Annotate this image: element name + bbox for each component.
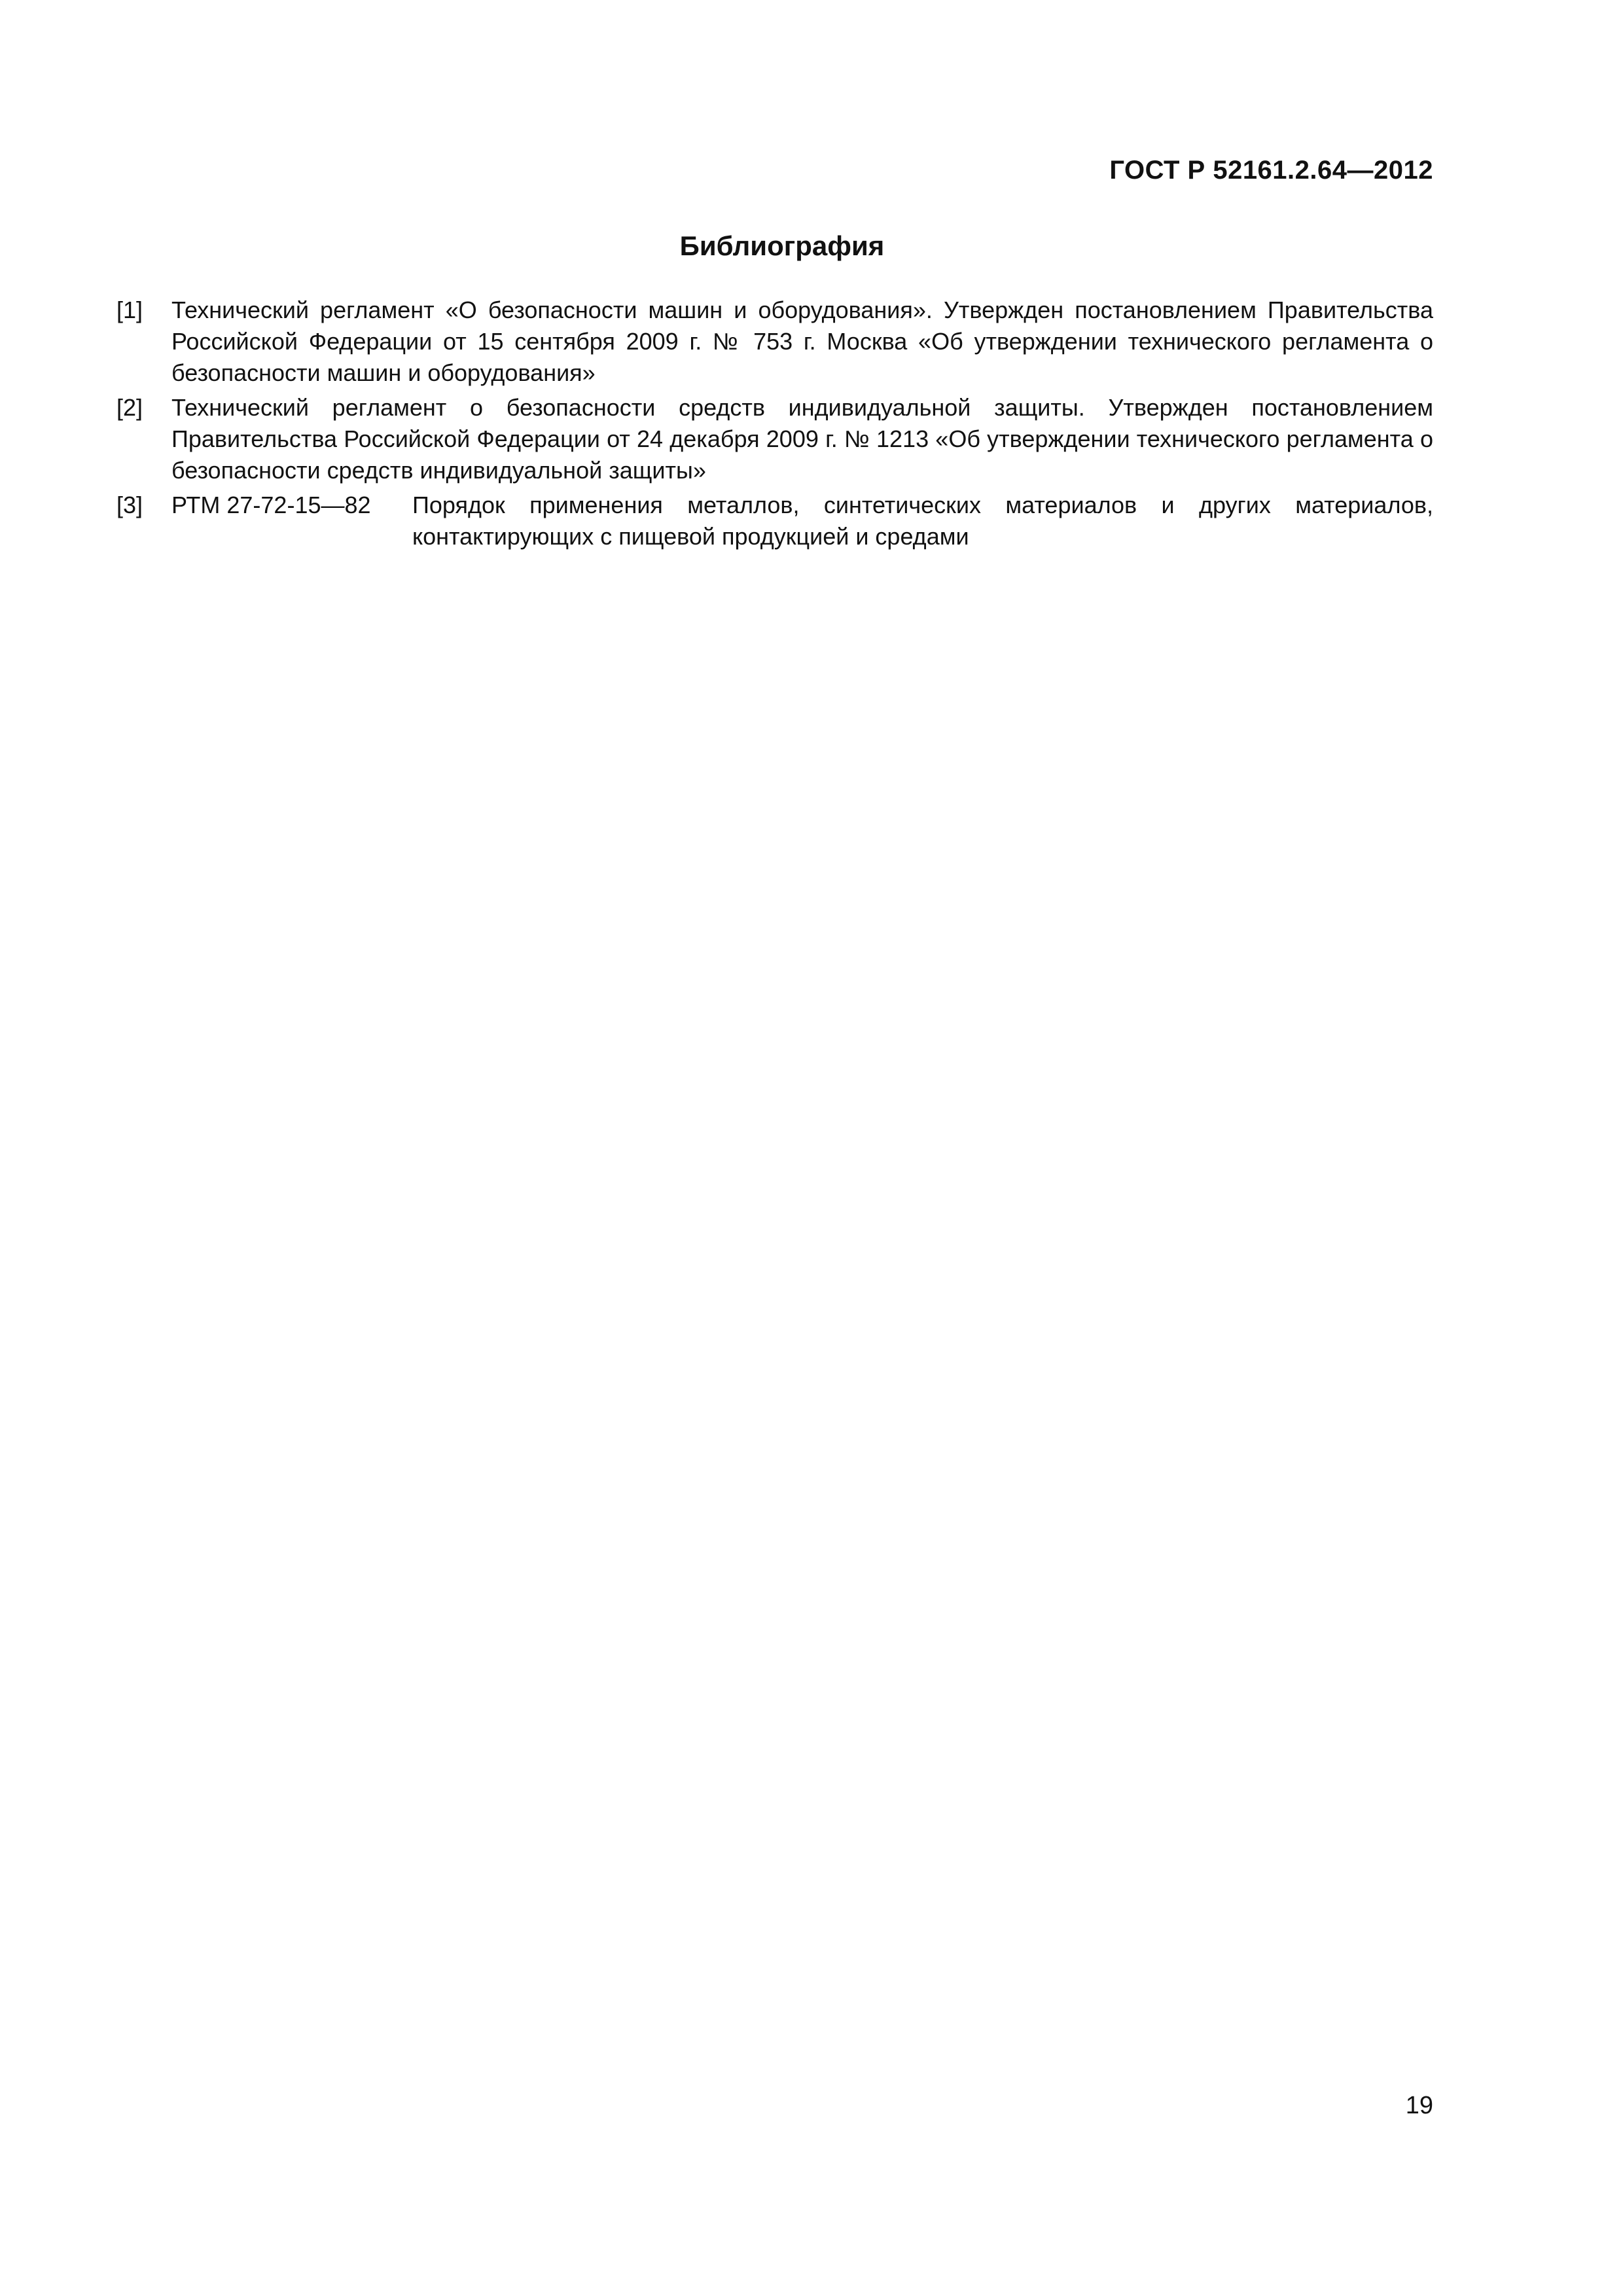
bibliography-number: [2] xyxy=(116,394,143,421)
document-code: ГОСТ Р 52161.2.64—2012 xyxy=(1109,156,1433,185)
bibliography-entry-2 xyxy=(116,392,1433,486)
page-number: 19 xyxy=(1405,2092,1433,2119)
bibliography-entry-3 xyxy=(116,490,1433,552)
bibliography-entry-1 xyxy=(116,295,1433,389)
bibliography-reference-code: РТМ 27-72-15—82 xyxy=(171,492,371,518)
bibliography-text: Технический регламент «О безопасности машин и оборудования». Утвержден постановлением Правительства Российской Федерации от 15 сентября 2009 г. № 753 г. Москва «Об утверждении технического регламента о безопасности машин и оборудования» xyxy=(171,296,1433,386)
bibliography-list xyxy=(116,295,1433,556)
bibliography-text: Технический регламент о безопасности средств индивидуальной защиты. Утвержден постановлением Правительства Российской Федерации от 24 декабря 2009 г. № 1213 «Об утверждении технического регламента о безопасности средств индивидуальной защиты» xyxy=(171,394,1433,484)
bibliography-number: [3] xyxy=(116,492,143,518)
section-title: Библиография xyxy=(679,230,885,261)
bibliography-text: Порядок применения металлов, синтетических материалов и других материалов, контактирующих с пищевой продукцией и средами xyxy=(412,492,1433,550)
bibliography-number: [1] xyxy=(116,296,143,323)
